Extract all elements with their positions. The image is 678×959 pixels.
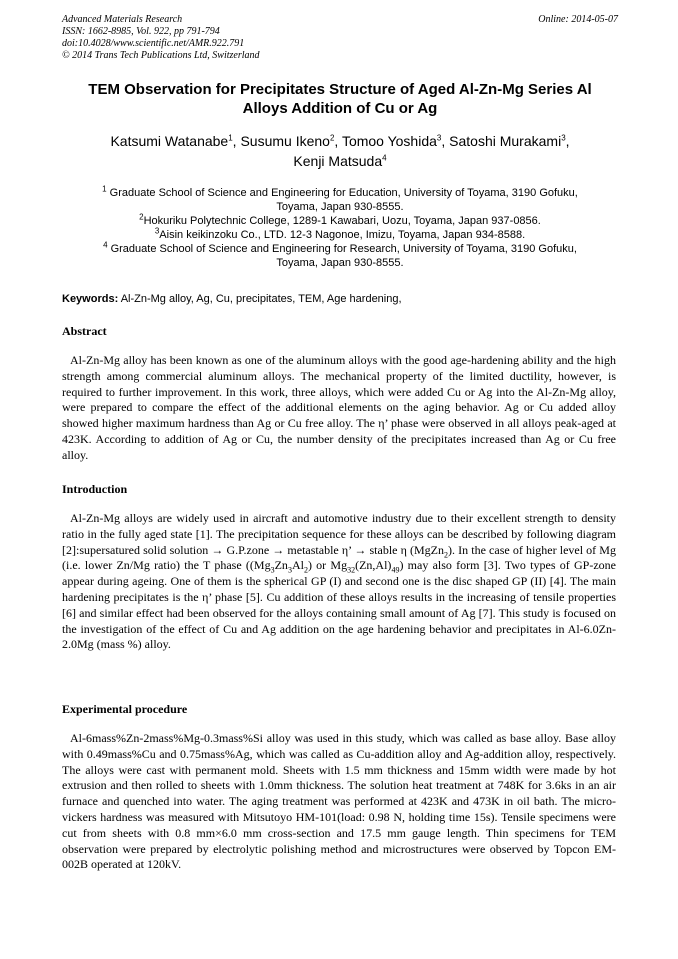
title-line-1: TEM Observation for Precipitates Structure of Aged Al-Zn-Mg Series Al — [88, 81, 592, 98]
affil-sup: 4 — [103, 240, 108, 250]
introduction-text — [62, 511, 616, 653]
issn-line: ISSN: 1662-8985, Vol. 922, pp 791-794 — [62, 26, 220, 37]
affiliation-item — [62, 186, 618, 200]
affil-sup: 1 — [102, 184, 107, 194]
author-name: Susumu Ikeno — [240, 133, 330, 149]
affil-sup: 3 — [154, 226, 160, 236]
subscript: 2 — [303, 565, 308, 575]
author-name: Kenji Matsuda — [293, 153, 383, 169]
affiliation-item-cont: Toyama, Japan 930-8555. — [276, 257, 404, 269]
keywords-label: Keywords: — [62, 293, 119, 305]
abstract-section — [62, 324, 616, 464]
author-name: Katsumi Watanabe — [110, 133, 229, 149]
intro-text-7: ) may also form [3]. Two types of GP-zone appear during ageing. One of them is the spherical GP (I) and second one is the disc shaped GP (II) [4]. The main hardening precipitates is the η’ phase [5]. Cu addition of these alloys results in the increasing of tensile properties [6] and similar effect had been observed for the alloys containing small amount of Ag [7]. This study is focused on the investigation of the effect of Cu and Ag addition on the age hardening behavior and precipitates in Al-6.0Zn-2.0Mg (mass %) alloy. — [62, 558, 616, 652]
author-affil-sup: 3 — [561, 133, 566, 143]
author-affil-sup: 4 — [382, 153, 387, 163]
subscript: 32 — [347, 565, 356, 575]
online-date: Online: 2014-05-07 — [538, 14, 618, 25]
abstract-heading: Abstract — [62, 324, 107, 338]
intro-text-1: Al-Zn-Mg alloys are widely used in aircraft and automotive industry due to their excellent strength to density ratio in the fully aged state [1]. The precipitation sequence for these alloys can be described by following diagram [2]:supersatured solid solution → G.P.zone → metastable η’ → stable η (MgZn — [62, 511, 616, 557]
author-sep: , — [441, 133, 450, 149]
affil-text: Aisin keikinzoku Co., LTD. 12-3 Nagonoe, Imizu, Toyama, Japan 934-8588. — [159, 229, 526, 241]
doi-line: doi:10.4028/www.scientific.net/AMR.922.791 — [62, 38, 245, 49]
author-name: Satoshi Murakami — [449, 133, 562, 149]
affiliation-item-cont: Toyama, Japan 930-8555. — [276, 201, 404, 213]
author-sep: , — [232, 133, 241, 149]
subscript: 49 — [391, 565, 400, 575]
author-affil-sup: 1 — [228, 133, 233, 143]
author-list — [62, 131, 618, 171]
title-line-2: Alloys Addition of Cu or Ag — [242, 100, 438, 117]
introduction-heading: Introduction — [62, 482, 128, 496]
author-sep: , — [565, 133, 570, 149]
subscript: 3 — [287, 565, 292, 575]
copyright-line: © 2014 Trans Tech Publications Ltd, Switzerland — [62, 50, 260, 61]
affil-text: Graduate School of Science and Engineering for Education, University of Toyama, 3190 Gofuku, — [106, 187, 578, 199]
intro-text-5: ) or Mg — [307, 558, 348, 573]
author-line-2 — [62, 151, 618, 171]
experimental-section — [62, 702, 616, 873]
intro-text-4: Al — [291, 558, 304, 573]
introduction-section — [62, 482, 616, 653]
affiliation-item — [62, 214, 618, 228]
affiliation-item — [62, 228, 618, 242]
intro-text-6: (Zn,Al) — [355, 558, 392, 573]
experimental-text: Al-6mass%Zn-2mass%Mg-0.3mass%Si alloy was used in this study, which was called as base alloy. Base alloy with 0.49mass%Cu and 0.75mass%Ag, which was called as Cu-addition alloy and Ag-addition alloy, respectively. The alloys were cast with permanent mold. Sheets with 1.5 mm thickness and 15mm width were made by hot extrusion and then rolled to sheets with 1.0mm thickness. The solution heat treatment at 748K for 3.6ks in an air furnace and quenched into water. The aging treatment was performed at 423K and 473K in oil bath. The micro-vickers hardness was measured with Mitsutoyo HM-101(load: 0.98 N, holding time 15s). Tensile specimens were cut from sheets with 0.8 mm×6.0 mm cross-section and 17.5 mm gauge length. Thin specimens for TEM observation were prepared by electrolytic polishing method and microstructures were observed by Topcon EM-002B operated at 120kV. — [62, 731, 616, 872]
intro-text-2: ). In the case of higher level of Mg (i.e. lower Zn/Mg ratio) the T phase ((Mg — [62, 542, 616, 573]
author-affil-sup: 2 — [329, 133, 335, 143]
experimental-heading: Experimental procedure — [62, 702, 188, 716]
journal-name: Advanced Materials Research — [62, 14, 183, 25]
paper-title — [62, 80, 618, 118]
subscript: 3 — [270, 565, 275, 575]
abstract-text: Al-Zn-Mg alloy has been known as one of the aluminum alloys with the good age-hardening ability and the high strength among commercial aluminum alloys. The mechanical property of the limited ductility, however, is required to further improvement. In this work, three alloys, which were added Cu or Ag into the Al-Zn-Mg alloy, were prepared to compare the effect of the additional elements on the aging behavior. Ag or Cu added alloy showed higher maximum hardness than Ag or Cu free alloy. The η’ phase were observed in all alloys peak-aged at 423K. According to addition of Ag or Cu, the number density of the precipitates increased than Ag or Cu free alloy. — [62, 353, 616, 462]
affiliation-list — [62, 186, 618, 270]
affil-text: Hokuriku Polytechnic College, 1289-1 Kawabari, Uozu, Toyama, Japan 937-0856. — [143, 215, 541, 227]
keywords — [62, 292, 618, 306]
author-sep: , — [334, 133, 342, 149]
journal-header — [62, 14, 618, 62]
affil-sup: 2 — [139, 212, 144, 222]
affiliation-item — [62, 242, 618, 256]
affil-text: Graduate School of Science and Engineering for Research, University of Toyama, 3190 Gofuku, — [107, 243, 577, 255]
subscript: 2 — [444, 549, 449, 559]
author-name: Tomoo Yoshida — [341, 133, 437, 149]
author-line-1 — [62, 131, 618, 151]
keywords-text: Al-Zn-Mg alloy, Ag, Cu, precipitates, TEM, Age hardening, — [118, 293, 402, 305]
author-affil-sup: 3 — [436, 133, 442, 143]
intro-text-3: Zn — [274, 558, 288, 573]
